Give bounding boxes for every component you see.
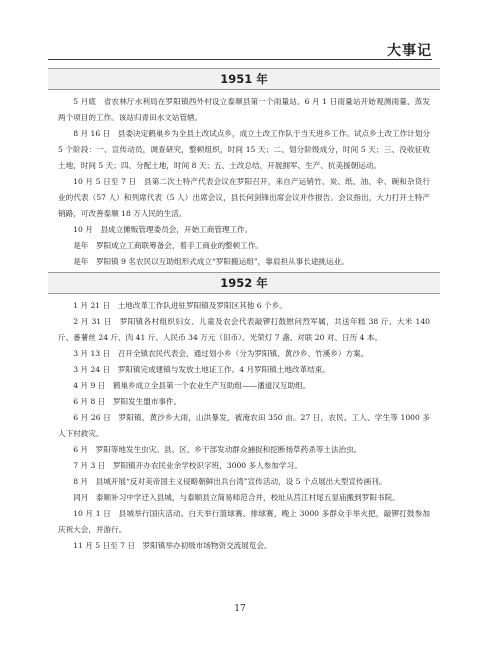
chronicle-entry: 7 月 3 日 罗阳镇开办农民业余学校识字班，3000 多人参加学习。 bbox=[73, 461, 302, 470]
entries-1951 bbox=[58, 94, 430, 270]
chronicle-entry: 同月 泰顺补习中学迁入县城，与泰顺县立简易师范合并，校址从莒江村尾五显庙搬到罗阳书院。 bbox=[73, 493, 400, 502]
page-header-title: 大事记 bbox=[387, 43, 432, 59]
chronicle-entry: 3 月 24 日 罗阳镇完成建镇与发放土地证工作。4 月罗阳镇土地改革结束。 bbox=[73, 365, 330, 374]
chronicle-entry: 是年 罗阳镇 9 名农民以互助组形式成立“罗阳搬运组”，靠肩担从事长途挑运业。 bbox=[73, 257, 349, 266]
chronicle-entry: 10 月 县成立摊贩管理委员会，开始工商管理工作。 bbox=[73, 225, 253, 234]
chronicle-entry: 10 月 5 日至 7 日 县第二次土特产代表会议在罗阳召开，来自产运销竹、炭、纸、油、伞、碗和杂货行业的代表（57 人）和列席代表（5 人）出席会议，县长何剑锋出席会议并作报告。会议指出，大力打开土特产销路，可改善泰顺 18 万人民的生活。 bbox=[58, 177, 430, 218]
chronicle-entry: 6 月 罗阳等地发生虫灾。县、区、乡干部发动群众捕捉和挖断扬草药杀等土法治虫。 bbox=[73, 445, 362, 454]
page-number: 17 bbox=[234, 604, 246, 614]
header-divider bbox=[48, 59, 432, 60]
chronicle-entry: 11 月 5 日至 7 日 罗阳镇举办初级市场物资交流展览会。 bbox=[73, 541, 272, 550]
chronicle-entry: 4 月 9 日 鹤巢乡成立全县第一个农业生产互助组——潘道汉互助组。 bbox=[73, 381, 311, 390]
chronicle-entry: 6 月 8 日 罗阳发生盟市事件。 bbox=[73, 397, 182, 406]
chronicle-entry: 是年 罗阳成立工商联筹备会，着手工商业的整顿工作。 bbox=[73, 241, 264, 250]
chronicle-content bbox=[58, 62, 430, 556]
chronicle-entry: 8 月 16 日 县委决定鹤巢乡为全县土改试点乡，成立土改工作队于当天进乡工作。试点乡土改工作计划分 5 个阶段：一、宣传动员，调查研究，整顿组织，时间 15 天；二、划分阶级成分，时间 5 天；三、没收征收土地，时间 5 天；四、分配土地，时间 8 天；五、土改总结，开展拥军、生产、抗美援朝运动。 bbox=[58, 129, 430, 170]
chronicle-entry: 5 月底 省农林厅水利局在罗阳镇西外村设立泰顺县第一个雨量站。6 月 1 日雨量站开始观测雨量、蒸发两个项目的工作。该站归青田水文站管辖。 bbox=[58, 97, 430, 122]
chronicle-entry: 3 月 13 日 召开全镇农民代表会，通过划小乡（分为罗阳镇、黄沙乡、竹溪乡）方案。 bbox=[73, 349, 369, 358]
chronicle-entry: 10 月 1 日 县城举行国庆活动。白天举行篮球赛、排球赛，晚上 3000 多群众手举火把，敲锣打鼓参加庆祝大会，并游行。 bbox=[58, 509, 430, 534]
chronicle-entry: 8 月 县城开展“反对美帝国主义侵略朝鲜出兵台湾”宣传活动，设 5 个点展出大型宣传画刊。 bbox=[73, 477, 387, 486]
year-heading-1951: 1951 年 bbox=[48, 68, 440, 90]
year-heading-1952: 1952 年 bbox=[48, 272, 440, 294]
chronicle-entry: 2 月 31 日 罗阳镇各村组织妇女、儿童及农会代表敲锣打鼓慰问烈军属，共送年糕 38 斤、大米 140 斤、番薯丝 24 斤、肉 41 斤、人民币 34 万元（旧币）、光荣灯 7 盏、对联 20 对、日历 4 本。 bbox=[58, 317, 430, 342]
entries-1952 bbox=[58, 298, 430, 554]
chronicle-entry: 6 月 26 日 罗阳镇、黄沙乡大雨，山洪暴发，被淹农田 350 亩。27 日，农民、工人、学生等 1000 多人下村救灾。 bbox=[58, 413, 430, 438]
chronicle-entry: 1 月 21 日 土地改革工作队进驻罗阳镇及罗阳区其他 6 个乡。 bbox=[73, 301, 287, 310]
